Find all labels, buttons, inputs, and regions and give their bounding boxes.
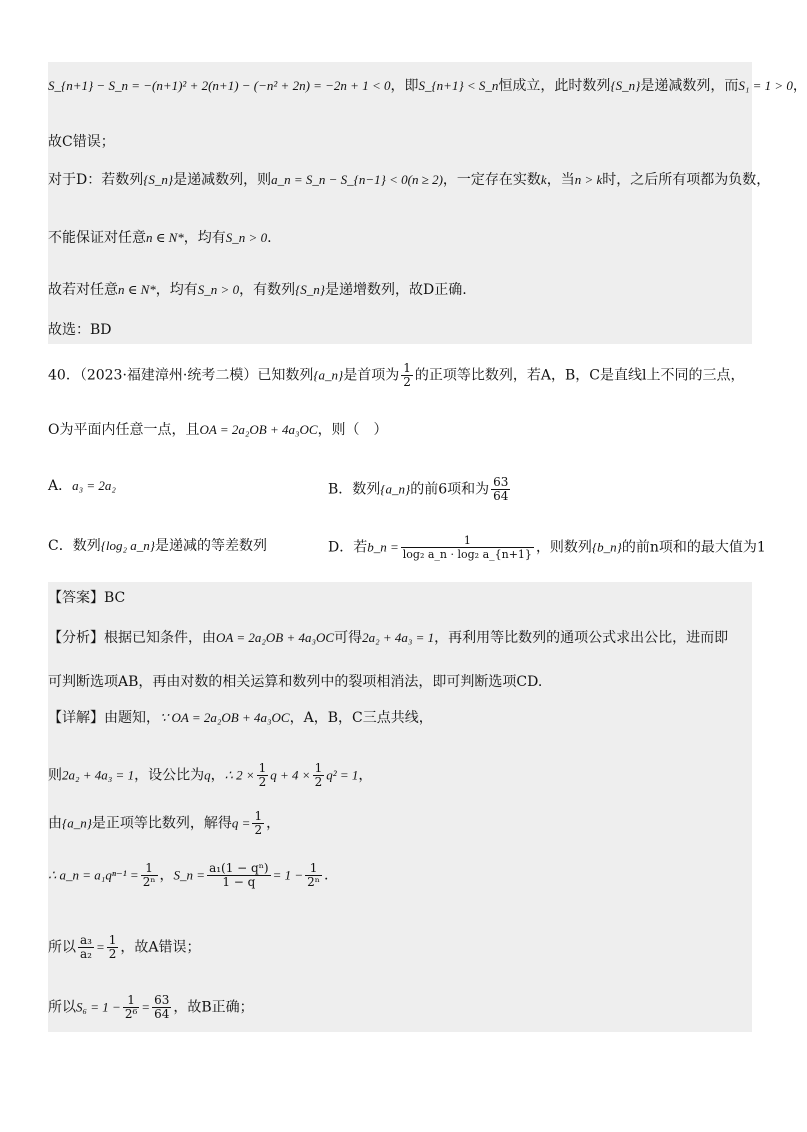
formula: ∴ a_n = a₁qⁿ⁻¹ = <box>48 867 139 883</box>
formula: b_n = <box>367 539 399 555</box>
fraction: $\frac{1}{2}$ <box>403 361 411 389</box>
formula: {S_n} <box>610 78 641 93</box>
fraction: $\frac{63}{64}$ <box>154 993 170 1021</box>
formula: {S_n} <box>295 282 325 297</box>
formula: {a_n} <box>62 815 92 831</box>
fraction: $\frac{1}{2}$ <box>108 933 117 961</box>
question-line-2: O为平面内任意一点，且OA = 2a₂OB + 4a₃OC，则（ ） <box>48 422 388 438</box>
detail-line-4: ∴ a_n = a₁qⁿ⁻¹ = $\frac{1}{\text{2ⁿ}}$ ，S_n = $\frac{\text{a₁(1 − qⁿ)}}{1 - q}$ = 1 − $\frac{1}{\text{2ⁿ}}$ . <box>48 861 329 889</box>
formula: a_n = S_n − S_{n−1} < 0(n ≥ 2) <box>271 172 443 187</box>
detail-line-6: 所以S₆ = 1 − $\frac{1}{\text{2⁶}}$ = $\frac{63}{64}$ ，故B正确； <box>48 993 254 1021</box>
formula: S_{n+1} − S_n = −(n+1)² + 2(n+1) − (−n² + 2n) = −2n + 1 < 0 <box>48 78 391 93</box>
formula: {a_n} <box>380 481 411 497</box>
answer-block <box>48 582 752 1032</box>
formula: 2a₂ + 4a₃ = 1 <box>62 767 135 783</box>
formula: OA = 2a₂OB + 4a₃OC <box>199 422 318 437</box>
formula: S_n > 0 <box>197 282 240 297</box>
prev-line-1: S_{n+1} − S_n = −(n+1)² + 2(n+1) − (−n² + 2n) = −2n + 1 < 0，即S_{n+1} < S_n恒成立，此时数列{S_n}是递减数列，而S₁ = 1 > 0， <box>48 78 807 94</box>
option-b: B．数列{a_n}的前6项和为 $\frac{63}{64}$ <box>328 475 509 503</box>
formula: S₆ = 1 − <box>76 999 121 1015</box>
formula: n ∈ N* <box>146 230 184 245</box>
formula: a₃ = 2a₂ <box>72 478 116 493</box>
formula: {a_n} <box>313 367 344 383</box>
prev-solution-block <box>48 62 807 344</box>
fraction: $\frac{1}{2}$ <box>314 761 323 789</box>
question-line-1: 40．（2023·福建漳州·统考二模）已知数列{a_n}是首项为 $\frac{1}{2}$ 的正项等比数列，若A，B，C是直线l上不同的三点， <box>48 361 745 389</box>
option-a: A．a₃ = 2a₂ <box>48 478 116 494</box>
fraction: $\frac{1}{\text{2ⁿ}}$ <box>307 861 320 889</box>
prev-line-3: 对于D：若数列{S_n}是递减数列，则a_n = S_n − S_{n−1} < 0(n ≥ 2)，一定存在实数k，当n > k时，之后所有项都为负数， <box>48 172 771 188</box>
question-source: （2023·福建漳州·统考二模） <box>79 367 258 384</box>
formula: {b_n} <box>591 539 622 555</box>
question-number: 40． <box>48 367 80 384</box>
formula: n ∈ N* <box>118 282 156 297</box>
formula: OA = 2a₂OB + 4a₃OC <box>216 630 335 645</box>
prev-line-4: 不能保证对任意n ∈ N*，均有S_n > 0. <box>48 230 272 246</box>
option-c: C．数列{log₂ a_n}是递减的等差数列 <box>48 538 267 554</box>
analysis-line-1: 【分析】根据已知条件，由OA = 2a₂OB + 4a₃OC可得2a₂ + 4a₃ = 1，再利用等比数列的通项公式求出公比，进而即 <box>48 630 729 646</box>
fraction: $\frac{1}{\text{log₂ a\_n · log₂ a\_\{n+1\}}}$ <box>402 534 532 561</box>
prev-line-6: 故选：BD <box>48 322 112 338</box>
fraction: $\frac{\text{a₃}}{\text{a₂}}$ <box>80 933 92 961</box>
prev-line-2: 故C错误； <box>48 134 115 150</box>
analysis-line-2: 可判断选项AB，再由对数的相关运算和数列中的裂项相消法，即可判断选项CD. <box>48 674 543 690</box>
option-d: D．若b_n = $\frac{1}{\text{log₂ a\_n · log₂ a\_\{n+1\}}}$ ，则数列{b_n}的前n项和的最大值为1 <box>328 534 766 561</box>
formula: n > k <box>574 172 603 187</box>
fraction: $\frac{\text{a₁(1 − qⁿ)}}{1 - q}$ <box>209 861 269 889</box>
detail-line-1: 【详解】由题知，∵ OA = 2a₂OB + 4a₃OC，A，B，C三点共线， <box>48 710 433 726</box>
fraction: $\frac{1}{\text{2ⁿ}}$ <box>142 861 156 889</box>
detail-line-2: 则2a₂ + 4a₃ = 1，设公比为q，∴ 2 × $\frac{1}{2}$ q + 4 × $\frac{1}{2}$ q² = 1， <box>48 761 373 789</box>
formula: {S_n} <box>143 172 174 187</box>
formula: k <box>540 172 547 187</box>
formula: S_{n+1} < S_n <box>418 78 499 93</box>
question-40 <box>48 344 766 582</box>
formula: 2a₂ + 4a₃ = 1 <box>362 630 435 645</box>
formula: q = <box>231 815 251 831</box>
fraction: $\frac{1}{2}$ <box>254 809 263 837</box>
formula: S₁ = 1 > 0 <box>738 78 793 93</box>
fraction: $\frac{1}{2}$ <box>258 761 267 789</box>
detail-line-3: 由{a_n}是正项等比数列，解得q = $\frac{1}{2}$ ， <box>48 809 281 837</box>
detail-line-5: 所以 $\frac{\text{a₃}}{\text{a₂}}$ = $\frac{1}{2}$ ，故A错误； <box>48 933 201 961</box>
fraction: $\frac{1}{\text{2⁶}}$ <box>124 993 138 1021</box>
fraction: $\frac{63}{64}$ <box>493 475 509 503</box>
formula: {log₂ a_n} <box>100 538 155 553</box>
formula: ∵ OA = 2a₂OB + 4a₃OC <box>160 710 290 725</box>
formula: q <box>204 767 211 783</box>
formula: S_n > 0 <box>225 230 268 245</box>
prev-line-5: 故若对任意n ∈ N*，均有S_n > 0，有数列{S_n}是递增数列，故D正确. <box>48 282 467 298</box>
answer-label: 【答案】BC <box>48 590 126 606</box>
